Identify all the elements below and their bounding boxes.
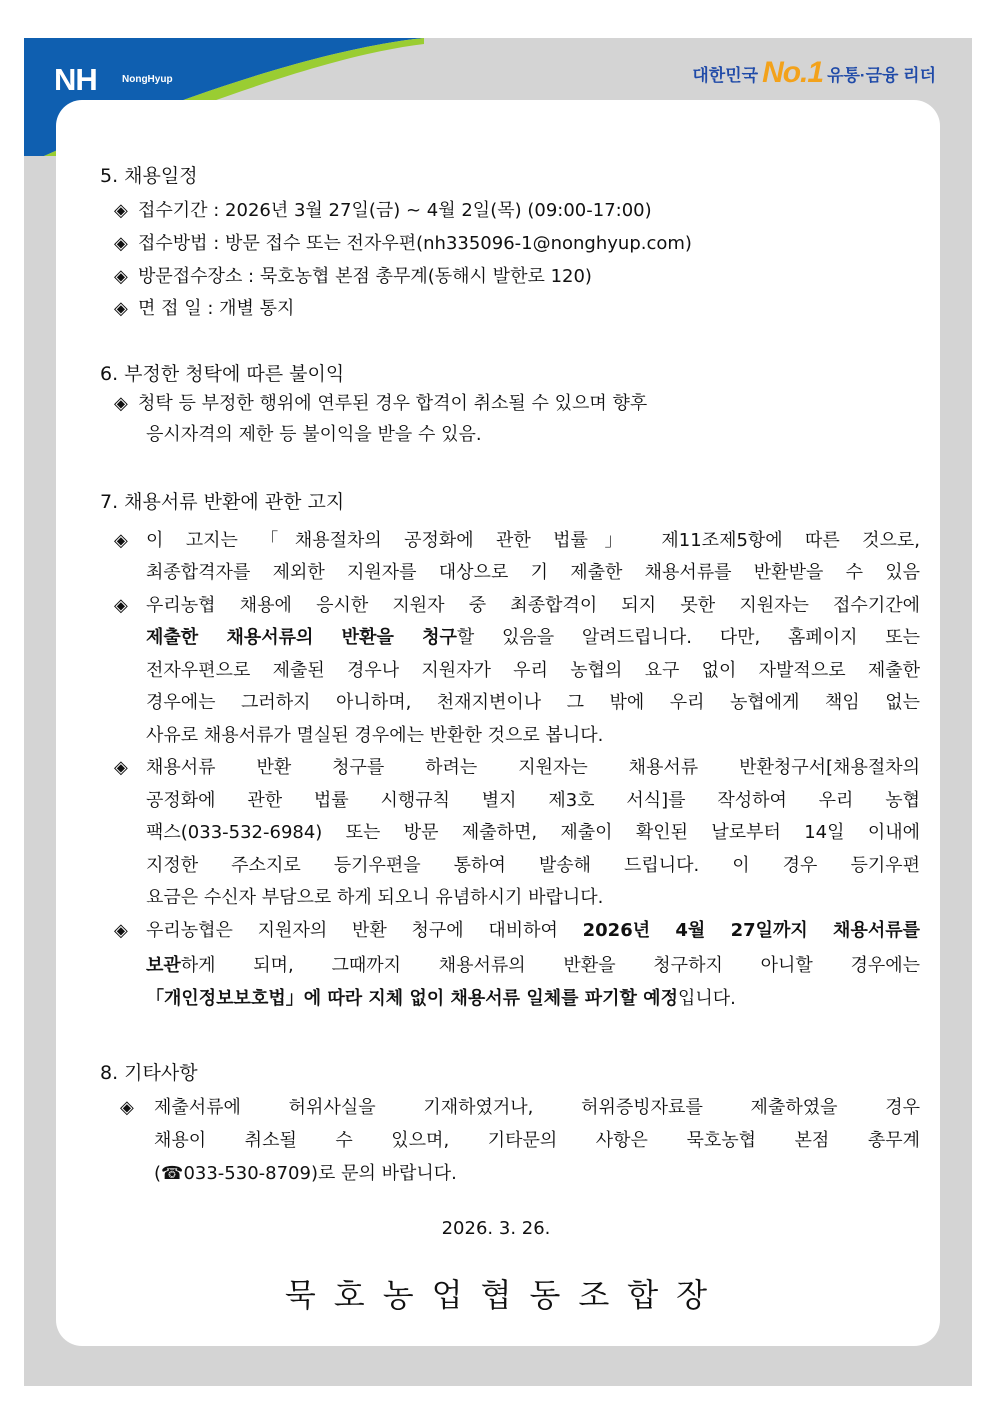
bullet-icon: ◈ [114, 530, 128, 551]
s5-place: 방문접수장소 : 묵호농협 본점 총무계(동해시 발한로 120) [138, 266, 592, 287]
issuer-name: 묵호농업협동조합장 [284, 1276, 726, 1314]
s7-p3-line-4: 지정한 주소지로 등기우편을 통하여 발송해 드립니다. 이 경우 등기우편 [146, 855, 920, 876]
bullet-icon: ◈ [114, 200, 128, 221]
slogan-country: 대한민국 [692, 66, 759, 85]
bullet-icon: ◈ [114, 266, 128, 287]
s7-p2-bold: 제출한 채용서류의 반환을 청구 [146, 627, 457, 648]
slogan-tagline: 유통·금융 리더 [827, 66, 936, 85]
s7-p4-rest: 하게 되며, 그때까지 채용서류의 반환을 청구하지 아니할 경우에는 [180, 955, 920, 976]
s5-item [114, 199, 652, 223]
s5-period: 접수기간 : 2026년 3월 27일(금) ~ 4월 2일(목) (09:00-17:00) [138, 200, 652, 221]
s5-item [114, 297, 294, 321]
s7-p4-a: 우리농협은 지원자의 반환 청구에 대비하여 [146, 920, 583, 941]
s6-text-line-1: 청탁 등 부정한 행위에 연루된 경우 합격이 취소될 수 있으며 향후 [138, 393, 648, 414]
s7-p4-bold-date: 2026년 4월 27일까지 채용서류를 [582, 920, 920, 941]
s7-p4-end: 입니다. [677, 988, 736, 1009]
s8-line-3: (☎033-530-8709)로 문의 바랍니다. [154, 1163, 457, 1184]
s8-line-1: 제출서류에 허위사실을 기재하였거나, 허위증빙자료를 제출하였을 경우 [154, 1097, 920, 1118]
s7-p1-line-2: 최종합격자를 제외한 지원자를 대상으로 기 제출한 채용서류를 반환받을 수 있음 [146, 562, 920, 583]
s7-p4-line-2 [146, 954, 920, 978]
bullet-icon: ◈ [114, 393, 128, 414]
section-5-title: 5. 채용일정 [100, 165, 198, 187]
s7-p2-line-3: 전자우편으로 제출된 경우나 지원자가 우리 농협의 요구 없이 자발적으로 제출한 [146, 660, 920, 681]
section-6-title: 6. 부정한 청탁에 따른 불이익 [100, 363, 345, 385]
bullet-icon: ◈ [114, 233, 128, 254]
s7-p3-line-2: 공정화에 관한 법률 시행규칙 별지 제3호 서식]를 작성하여 우리 농협 [146, 790, 920, 811]
bullet-icon: ◈ [114, 298, 128, 319]
s7-p1-line-1: 이 고지는 「채용절차의 공정화에 관한 법률」 제11조제5항에 따른 것으로, [146, 530, 920, 551]
slogan-no1: No.1 [762, 56, 824, 89]
s7-p2-line-1: 우리농협 채용에 응시한 지원자 중 최종합격이 되지 못한 지원자는 접수기간에 [146, 595, 920, 616]
s5-interview: 면 접 일 : 개별 통지 [138, 298, 295, 319]
s6-text-line-2: 응시자격의 제한 등 불이익을 받을 수 있음. [146, 424, 482, 445]
s7-p4-line-3 [146, 987, 920, 1011]
s7-p3-line-5: 요금은 수신자 부담으로 하게 되오니 유념하시기 바랍니다. [146, 887, 604, 908]
nonghyup-logo-text: NongHyup [122, 74, 173, 85]
s7-p4-line-1 [146, 919, 920, 943]
s6-item [114, 392, 647, 416]
s5-method: 접수방법 : 방문 접수 또는 전자우편(nh335096-1@nonghyup.com) [138, 233, 692, 254]
s7-p4-bold-keep: 보관 [146, 955, 181, 976]
nh-logo: NH [54, 62, 97, 97]
s8-line-2: 채용이 취소될 수 있으며, 기타문의 사항은 묵호농협 본점 총무계 [154, 1130, 920, 1151]
bullet-icon: ◈ [114, 595, 128, 616]
section-7-title: 7. 채용서류 반환에 관한 고지 [100, 491, 345, 513]
bullet-icon: ◈ [120, 1097, 134, 1118]
s7-p2-line-4: 경우에는 그러하지 아니하며, 천재지변이나 그 밖에 우리 농협에게 책임 없는 [146, 692, 920, 713]
s7-p2-line-5: 사유로 채용서류가 멸실된 경우에는 반환한 것으로 봅니다. [146, 725, 604, 746]
bullet-icon: ◈ [114, 757, 128, 778]
s5-item [114, 265, 592, 289]
section-8-title: 8. 기타사항 [100, 1062, 198, 1084]
s7-p2-rest: 할 있음을 알려드립니다. 다만, 홈페이지 또는 [456, 627, 920, 648]
s7-p2-line-2 [146, 626, 920, 650]
s7-p4-bold-law: 「개인정보보호법」에 따라 지체 없이 채용서류 일체를 파기할 예정 [146, 988, 678, 1009]
document-date: 2026. 3. 26. [441, 1218, 551, 1239]
s7-p3-line-1: 채용서류 반환 청구를 하려는 지원자는 채용서류 반환청구서[채용절차의 [146, 757, 920, 778]
s5-item [114, 232, 692, 256]
s7-p3-line-3: 팩스(033-532-6984) 또는 방문 제출하면, 제출이 확인된 날로부터 14일 이내에 [146, 822, 920, 843]
bullet-icon: ◈ [114, 920, 128, 941]
